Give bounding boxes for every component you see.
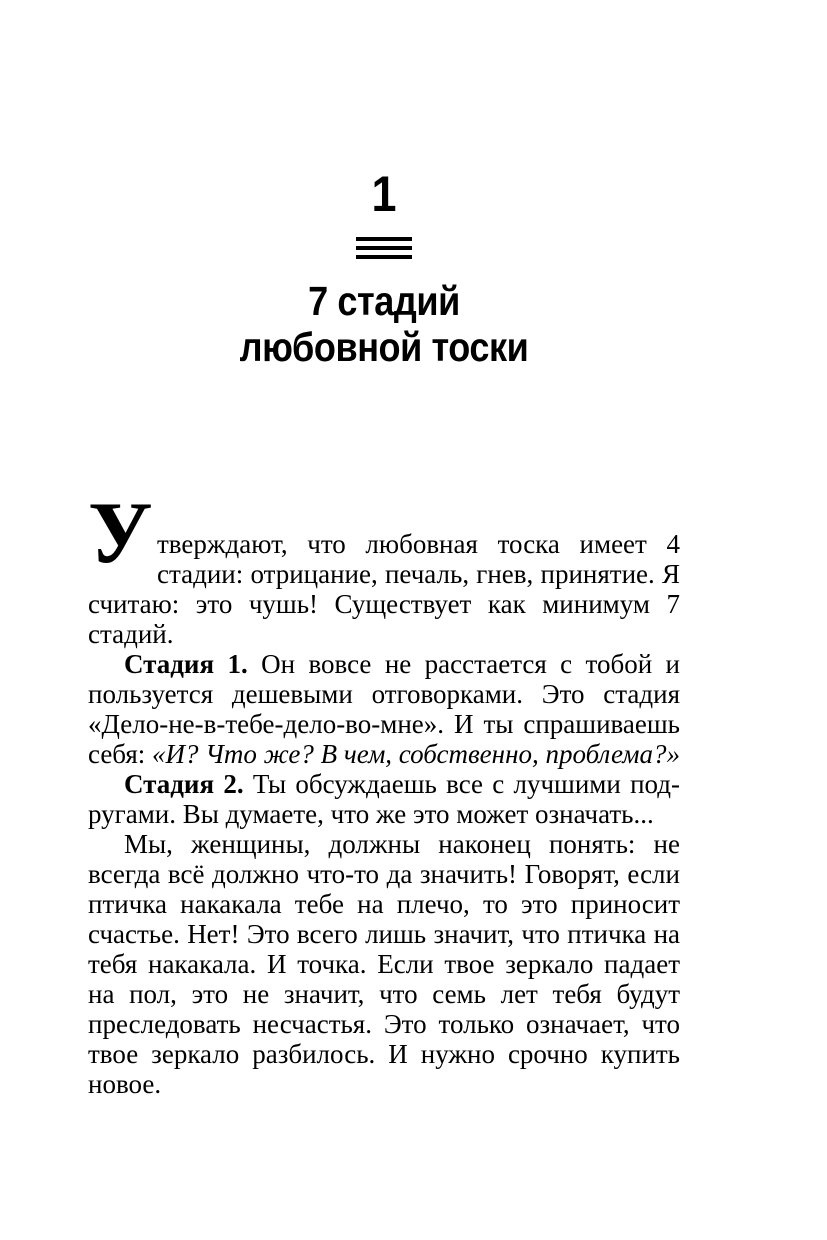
paragraph bbox=[88, 649, 680, 769]
chapter-title-line2: любовной тоски bbox=[239, 324, 529, 370]
paragraph bbox=[88, 769, 680, 829]
chapter-title bbox=[124, 278, 645, 370]
text-segment-bold: Стадия 1. bbox=[124, 649, 248, 679]
text-segment-bold: Стадия 2. bbox=[124, 769, 244, 799]
text-segment-normal: Он вовсе не расстается с тобой и пользуется дешевыми отговорками. Это стадия «Дело-не-в-тебе-дело-во-мне». И ты спрашиваешь себя: bbox=[88, 649, 680, 769]
text-segment-italic: «И? Что же? В чем, собственно, проблема?» bbox=[152, 739, 680, 769]
text-segment-normal: тверждают, что любовная тоска имеет 4 стадии: отрицание, печаль, гнев, принятие. Я считаю: это чушь! Существует как минимум 7 стадий. bbox=[88, 529, 680, 649]
divider-line-bottom bbox=[356, 255, 412, 259]
chapter-body bbox=[88, 485, 681, 1099]
paragraph bbox=[88, 485, 680, 649]
text-segment-normal: Ты обсуждаешь все с лучшими подругами. Вы думаете, что же это может означать... bbox=[88, 769, 681, 829]
text-segment-normal: Мы, женщины, должны наконец понять: не всегда всё должно что-то да значить! Говорят, если птичка накакала тебе на плечо, то это приносит счастье. Нет! Это всего лишь значит, что птичка на тебя накакала. И точка. Если твое зеркало падает на пол, это не значит, что семь лет тебя будут преследовать несчастья. Это только означает, что твое зеркало разбилось. И нужно срочно купить новое. bbox=[88, 829, 680, 1099]
divider-line-middle bbox=[356, 246, 412, 250]
paragraph bbox=[88, 829, 680, 1099]
chapter-header bbox=[88, 166, 680, 370]
chapter-divider-icon bbox=[356, 237, 412, 259]
drop-cap: У bbox=[88, 485, 153, 582]
divider-line-top bbox=[356, 237, 412, 241]
chapter-title-line1: 7 стадий bbox=[308, 278, 460, 324]
chapter-number: 1 bbox=[371, 166, 397, 222]
